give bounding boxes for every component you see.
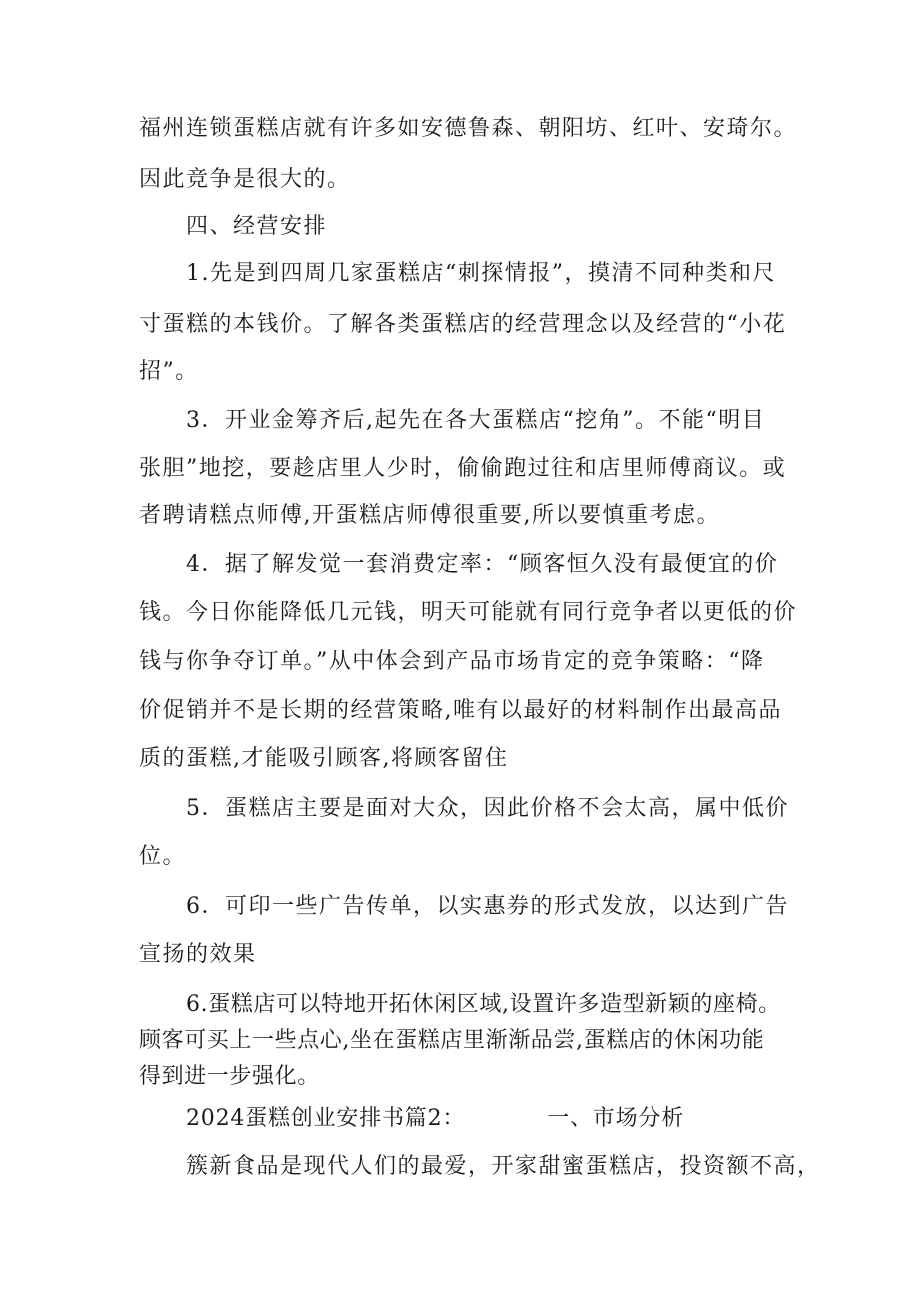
paragraph-line: 钱与你争夺订单。”从中体会到产品市场肯定的竞争策略：“降: [139, 649, 765, 674]
paragraph-line: 寸蛋糕的本钱价。了解各类蛋糕店的经营理念以及经营的“小花: [139, 312, 787, 337]
paragraph-line: 福州连锁蛋糕店就有许多如安德鲁森、朝阳坊、红叶、安琦尔。: [139, 116, 798, 141]
paragraph-line: 钱。今日你能降低几元钱，明天可能就有同行竞争者以更低的价: [139, 600, 798, 625]
paragraph-line: 招”。: [139, 359, 199, 384]
paragraph-line: 6.蛋糕店可以特地开拓休闲区域,设置许多造型新颖的座椅。: [186, 992, 781, 1017]
paragraph-line: 张胆”地挖，要趁店里人少时，偷偷跑过往和店里师傅商议。或: [139, 456, 787, 481]
section-title: [186, 1104, 684, 1134]
paragraph-line: 6．可印一些广告传单，以实惠券的形式发放，以达到广告: [186, 894, 789, 919]
paragraph-line: 顾客可买上一些点心,坐在蛋糕店里渐渐品尝,蛋糕店的休闲功能: [139, 1028, 765, 1053]
paragraph-line: 质的蛋糕,才能吸引顾客,将顾客留住: [139, 746, 509, 771]
paragraph-line: 宣扬的效果: [139, 942, 257, 967]
paragraph-line: 位。: [139, 844, 187, 869]
section-title-text: 2024蛋糕创业安排书篇2：: [186, 1106, 466, 1131]
paragraph-line: 5．蛋糕店主要是面对大众，因此价格不会太高，属中低价: [186, 796, 789, 821]
section-subtitle: 一、市场分析: [547, 1106, 684, 1131]
paragraph-line: 1.先是到四周几家蛋糕店“刺探情报”，摸清不同种类和尺: [186, 261, 776, 286]
paragraph-line: 者聘请糕点师傅,开蛋糕店师傅很重要,所以要慎重考虑。: [139, 503, 720, 528]
paragraph-line: 价促销并不是长期的经营策略,唯有以最好的材料制作出最高品: [139, 698, 782, 723]
paragraph-line: 4．据了解发觉一套消费定率：“顾客恒久没有最便宜的价: [186, 552, 779, 577]
paragraph-line: 3．开业金筹齐后,起先在各大蛋糕店“挖角”。不能“明目: [186, 408, 766, 433]
paragraph-line: 因此竞争是很大的。: [139, 167, 351, 192]
paragraph-line: 簇新食品是现代人们的最爱，开家甜蜜蛋糕店，投资额不高，: [186, 1154, 821, 1179]
section-heading: 四、经营安排: [186, 214, 328, 239]
paragraph-line: 得到进一步强化。: [139, 1064, 320, 1089]
